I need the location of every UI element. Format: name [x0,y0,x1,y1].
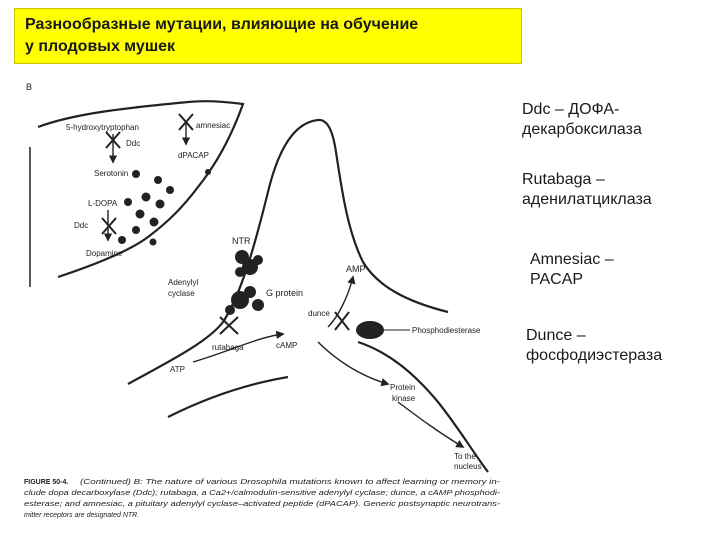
legend-item-amnesiac-line-2: PACAP [530,271,584,288]
arrow-camp-kinase [318,342,388,384]
label-phosphodiesterase: Phosphodiesterase [412,326,481,335]
vesicles [118,169,211,246]
title-line-1: Разнообразные мутации, влияющие на обучение [25,16,419,33]
label-hydroxytryptophan: 5-hydroxytryptophan [66,123,139,132]
label-to-the: To the [454,452,476,461]
ntr-receptor [235,250,263,277]
label-gprotein: G protein [266,288,304,298]
label-protein: Protein [390,383,416,392]
legend-item-rutabaga [522,170,652,210]
legend-item-amnesiac [530,250,614,290]
panel-label: B [26,82,33,92]
g-protein [225,286,264,315]
neuron-mutation-diagram [18,72,518,534]
label-amp: AMP [346,264,366,274]
caption-line-4: mitter receptors are designated NTR. [24,512,140,519]
legend-item-amnesiac-line-1: Amnesiac – [530,251,614,268]
label-cyclase: cyclase [168,289,195,298]
legend-item-dunce [526,326,662,366]
label-ddc-top: Ddc [126,139,141,148]
caption-line-2: clude dopa decarboxylase (Ddc); rutabaga, a Ca2+/calmodulin-sensitive adenylyl cyclase; dunce, a cAMP phosphodi- [24,490,501,497]
phosphodiesterase-blob [356,321,384,339]
caption-line-1: (Continued) B: The nature of various Drosophila mutations known to affect learning or memory in- [80,479,501,486]
label-ddc-mid: Ddc [74,221,89,230]
title-line-2: у плодовых мушек [25,38,176,55]
label-amnesiac: amnesiac [196,121,231,130]
legend-item-dunce-line-2: фосфодиэстераза [526,347,663,364]
label-camp: cAMP [276,341,298,350]
legend-item-ddc-line-1: Ddc – ДОФА- [522,101,620,118]
legend-item-rutabaga-line-2: аденилатциклаза [522,191,652,208]
legend-item-rutabaga-line-1: Rutabaga – [522,171,605,188]
label-rutabaga: rutabaga [212,343,244,352]
label-serotonin: Serotonin [94,169,129,178]
label-dopamine: Dopamine [86,249,123,258]
caption-line-3: esterase; and amnesiac, a pituitary adenylyl cyclase–activated peptide (dPACAP). Generic postsynaptic neurotrans- [24,501,501,508]
label-ntr: NTR [232,236,251,246]
label-dpacap: dPACAP [178,151,209,160]
label-nucleus: nucleus [454,462,482,471]
arrow-kinase-nucleus [398,402,463,447]
label-kinase: kinase [392,394,416,403]
legend-item-ddc-line-2: декарбоксилаза [522,121,642,138]
label-atp: ATP [170,365,185,374]
title-banner [14,8,522,64]
legend-item-ddc [522,100,642,140]
postsynaptic-outline-right [168,377,288,417]
label-adenylyl: Adenylyl [168,278,199,287]
caption-lead: FIGURE 50-4. [24,479,69,486]
label-dunce: dunce [308,309,330,318]
label-ldopa: L-DOPA [88,199,118,208]
legend-item-dunce-line-1: Dunce – [526,327,586,344]
